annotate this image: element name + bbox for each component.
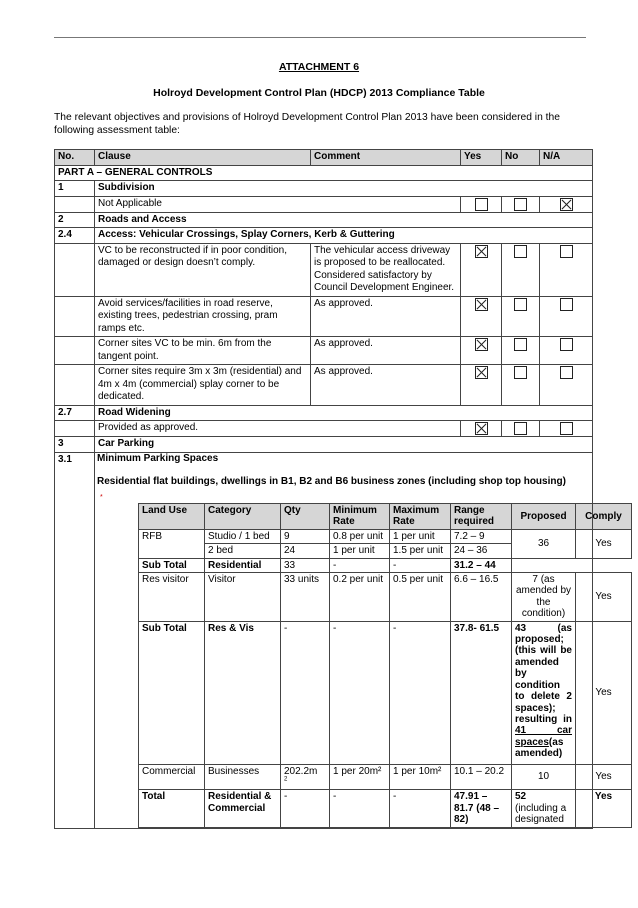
parking-table [138, 503, 632, 828]
yes-checkbox-checked[interactable] [475, 366, 488, 379]
yes-checkbox-checked[interactable] [475, 338, 488, 351]
max-rate-cell: 1 per unit [390, 529, 451, 543]
comply-cell: Yes [576, 764, 632, 790]
comply-cell: Yes [576, 573, 632, 622]
header-rule [54, 37, 586, 38]
col-yes: Yes [461, 150, 502, 166]
clause-row [55, 365, 593, 406]
min-rate-cell: 0.2 per unit [330, 573, 390, 622]
blank-cell [55, 365, 95, 406]
yes-checkbox-checked[interactable] [475, 298, 488, 311]
range-cell: 24 – 36 [451, 544, 512, 558]
no-checkbox[interactable] [514, 422, 527, 435]
land-use-cell: Sub Total [139, 558, 205, 572]
red-marker: * [100, 494, 103, 501]
proposed-note: (including a designated [515, 802, 567, 826]
range-cell: 10.1 – 20.2 [451, 764, 512, 790]
section-row [55, 452, 593, 828]
no-checkbox[interactable] [514, 198, 527, 211]
land-use-cell: Sub Total [139, 621, 205, 764]
col-qty: Qty [281, 504, 330, 530]
section-title: Subdivision [95, 181, 593, 197]
max-rate-cell: 1 per 10m² [390, 764, 451, 790]
max-rate-cell: - [390, 621, 451, 764]
min-rate-cell: 1 per 20m² [330, 764, 390, 790]
section-number: 2.4 [55, 228, 95, 244]
qty-cell: - [281, 790, 330, 827]
section-number: 3.1 [55, 452, 95, 828]
col-land-use: Land Use [139, 504, 205, 530]
section-row [55, 181, 593, 197]
na-checkbox-checked[interactable] [560, 198, 573, 211]
range-cell: 7.2 – 9 [451, 529, 512, 543]
section-number: 2 [55, 212, 95, 228]
qty-superscript: 2 [284, 776, 288, 783]
blank-cell [55, 421, 95, 437]
clause-row [55, 421, 593, 437]
category-cell: Residential & Commercial [205, 790, 281, 827]
table-row [139, 529, 632, 543]
min-rate-cell: - [330, 790, 390, 827]
section-row [55, 228, 593, 244]
part-row [55, 165, 593, 181]
clause-row [55, 337, 593, 365]
col-max-rate: Maximum Rate [390, 504, 451, 530]
section-row [55, 405, 593, 421]
blank-cell [55, 243, 95, 296]
section-row [55, 212, 593, 228]
col-range: Range required [451, 504, 512, 530]
proposed-cell: 36 [512, 529, 576, 558]
part-a-heading: PART A – GENERAL CONTROLS [55, 165, 593, 181]
col-na: N/A [540, 150, 593, 166]
comply-cell: Yes [576, 529, 632, 558]
compliance-table [54, 149, 622, 829]
proposed-cell [512, 621, 576, 764]
yes-checkbox[interactable] [475, 198, 488, 211]
col-no-answer: No [502, 150, 540, 166]
range-cell: 47.91 – 81.7 (48 – 82) [451, 790, 512, 827]
blank-cell [55, 196, 95, 212]
min-rate-cell: - [330, 558, 390, 572]
section-subheading: Residential flat buildings, dwellings in B1, B2 and B6 business zones (including shop top housing) [97, 476, 566, 487]
qty-cell: 33 units [281, 573, 330, 622]
land-use-cell: RFB [139, 529, 205, 558]
qty-value: 202.2m [284, 765, 318, 777]
proposed-total: 52 [515, 791, 527, 803]
comply-cell: Yes [576, 621, 632, 764]
clause-text: Corner sites require 3m x 3m (residential) and 4m x 4m (commercial) splay corner to be dedicated. [95, 365, 311, 406]
category-cell: Res & Vis [205, 621, 281, 764]
clause-row [55, 196, 593, 212]
na-checkbox[interactable] [560, 422, 573, 435]
col-min-rate: Minimum Rate [330, 504, 390, 530]
section-title: Minimum Parking Spaces [97, 452, 219, 464]
range-cell: 31.2 – 44 [451, 558, 512, 572]
na-checkbox[interactable] [560, 338, 573, 351]
proposed-text: 43 (as proposed; (this will be amended by condition to delete 2 spaces); resulting in [515, 622, 572, 725]
category-cell: 2 bed [205, 544, 281, 558]
proposed-cell: 7 (as amended by the condition) [512, 573, 576, 622]
clause-text: Not Applicable [95, 196, 461, 212]
comment-text: The vehicular access driveway is proposed to be reallocated. Considered satisfactory by Council Development Engineer. [311, 243, 461, 296]
section-number: 2.7 [55, 405, 95, 421]
clause-text: Corner sites VC to be min. 6m from the tangent point. [95, 337, 311, 365]
parking-header-row [139, 504, 632, 530]
proposed-cell: 10 [512, 764, 576, 790]
proposed-text-end: (as amended) [515, 736, 564, 760]
section-title: Roads and Access [95, 212, 593, 228]
section-title: Car Parking [95, 437, 593, 453]
col-clause: Clause [95, 150, 311, 166]
land-use-cell: Res visitor [139, 573, 205, 622]
max-rate-cell: - [390, 790, 451, 827]
blank-cell [55, 337, 95, 365]
proposed-cell [512, 790, 576, 827]
blank-cell [55, 296, 95, 337]
intro-paragraph: The relevant objectives and provisions of Holroyd Development Control Plan 2013 have been considered in the following assessment table: [54, 112, 560, 136]
col-comply: Comply [576, 504, 632, 530]
qty-cell: 24 [281, 544, 330, 558]
comment-text: As approved. [311, 296, 461, 337]
table-row [139, 573, 632, 622]
section-title: Road Widening [95, 405, 593, 421]
max-rate-cell: 0.5 per unit [390, 573, 451, 622]
col-category: Category [205, 504, 281, 530]
min-rate-cell: 0.8 per unit [330, 529, 390, 543]
yes-checkbox-checked[interactable] [475, 245, 488, 258]
col-proposed: Proposed [512, 504, 576, 530]
range-cell: 37.8- 61.5 [451, 621, 512, 764]
min-rate-cell: - [330, 621, 390, 764]
max-rate-cell: 1.5 per unit [390, 544, 451, 558]
na-checkbox[interactable] [560, 298, 573, 311]
min-rate-cell: 1 per unit [330, 544, 390, 558]
category-cell: Visitor [205, 573, 281, 622]
clause-text: Avoid services/facilities in road reserve, existing trees, pedestrian crossing, pram ramps etc. [95, 296, 311, 337]
col-no: No. [55, 150, 95, 166]
land-use-cell: Total [139, 790, 205, 827]
comment-text: As approved. [311, 337, 461, 365]
table-row [139, 790, 632, 827]
section-number: 3 [55, 437, 95, 453]
col-comment: Comment [311, 150, 461, 166]
no-checkbox[interactable] [514, 298, 527, 311]
clause-text: VC to be reconstructed if in poor condition, damaged or design doesn’t comply. [95, 243, 311, 296]
comment-text: As approved. [311, 365, 461, 406]
table-row [139, 558, 632, 572]
section-row [55, 437, 593, 453]
na-checkbox[interactable] [560, 245, 573, 258]
table-header-row [55, 150, 593, 166]
clause-row [55, 243, 593, 296]
max-rate-cell: - [390, 558, 451, 572]
clause-text: Provided as approved. [95, 421, 461, 437]
qty-cell [281, 764, 330, 790]
no-checkbox[interactable] [514, 366, 527, 379]
yes-checkbox-checked[interactable] [475, 422, 488, 435]
category-cell: Studio / 1 bed [205, 529, 281, 543]
proposed-underlined: 41 car spaces [515, 725, 572, 748]
clause-row [55, 296, 593, 337]
parking-section [95, 452, 622, 828]
na-checkbox[interactable] [560, 366, 573, 379]
category-cell: Residential [205, 558, 281, 572]
land-use-cell: Commercial [139, 764, 205, 790]
section-title: Access: Vehicular Crossings, Splay Corners, Kerb & Guttering [95, 228, 593, 244]
range-cell: 6.6 – 16.5 [451, 573, 512, 622]
no-checkbox[interactable] [514, 245, 527, 258]
comply-cell: Yes [576, 790, 632, 827]
table-row [139, 764, 632, 790]
qty-cell: - [281, 621, 330, 764]
document-subtitle: Holroyd Development Control Plan (HDCP) 2013 Compliance Table [153, 87, 485, 99]
no-checkbox[interactable] [514, 338, 527, 351]
category-cell: Businesses [205, 764, 281, 790]
attachment-title: ATTACHMENT 6 [278, 61, 360, 73]
qty-cell: 33 [281, 558, 330, 572]
table-row [139, 621, 632, 764]
section-number: 1 [55, 181, 95, 197]
qty-cell: 9 [281, 529, 330, 543]
